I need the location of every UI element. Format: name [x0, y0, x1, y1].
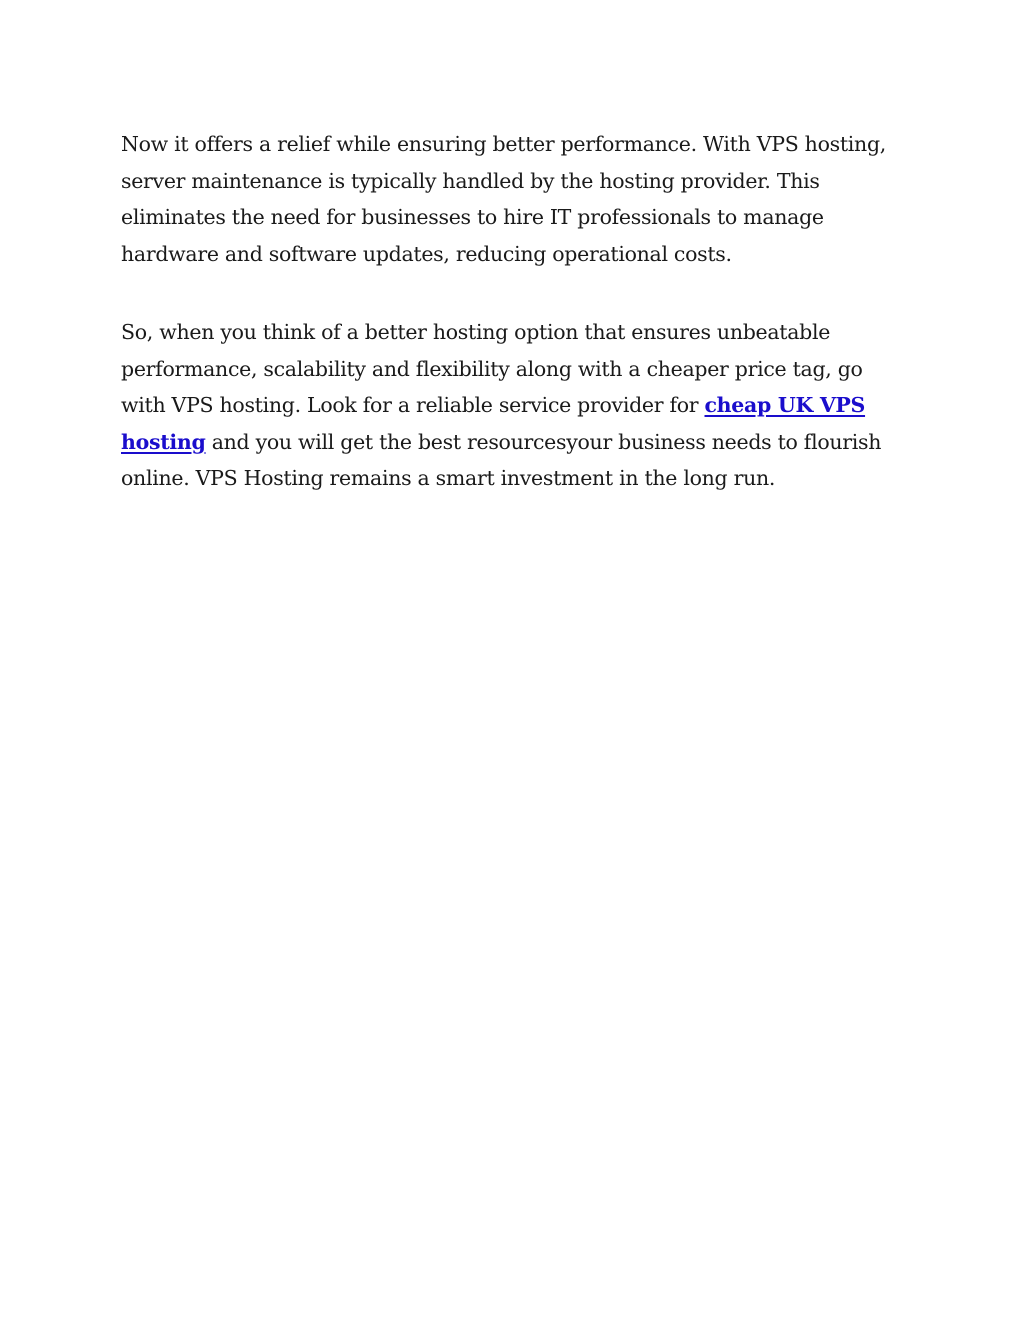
- paragraph-text-before-link: So, when you think of a better hosting option that ensures unbeatable performance, scalability and flexibility along with a cheaper price tag, go with VPS hosting. Look for a reliable service provider for: [121, 320, 863, 417]
- paragraph-vps-maintenance: Now it offers a relief while ensuring better performance. With VPS hosting, server maintenance is typically handled by the hosting provider. This eliminates the need for businesses to hire IT professionals to manage hardware and software updates, reducing operational costs.: [121, 132, 886, 266]
- cheap-uk-vps-hosting-link[interactable]: cheap UK VPS hosting: [121, 393, 866, 454]
- paragraph-vps-recommendation: [121, 314, 911, 497]
- paragraph-text-after-link: and you will get the best resourcesyour business needs to flourish online. VPS Hosting remains a smart investment in the long run.: [121, 429, 882, 490]
- document-body: [121, 126, 911, 497]
